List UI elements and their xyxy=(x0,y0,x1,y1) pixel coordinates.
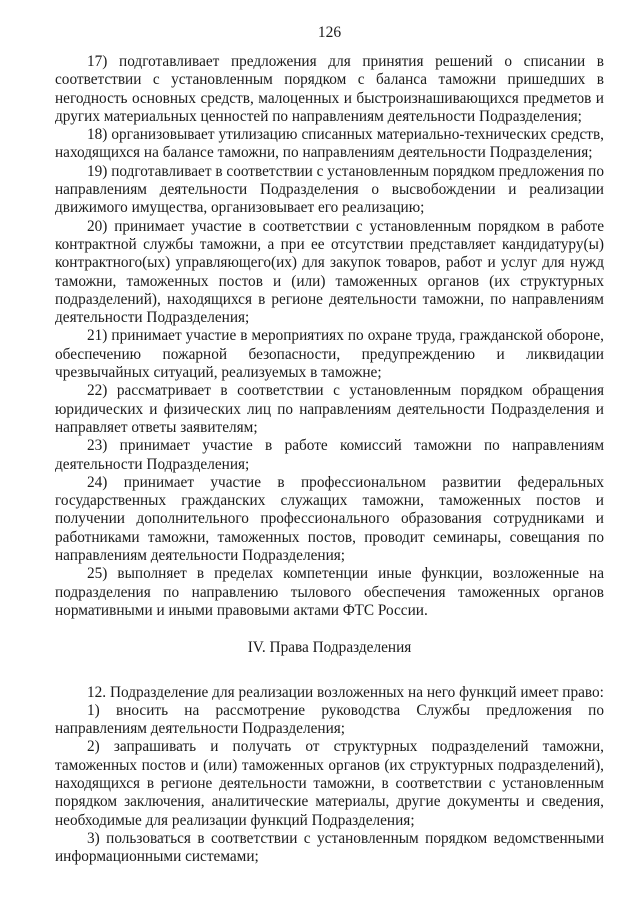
page-number: 126 xyxy=(317,24,342,41)
list-item-17: 17) подготавливает предложения для принятия решений о списании в соответствии с установленным порядком с баланса таможни пришедших в негодность основных средств, малоценных и быстроизнашивающихся предметов и других материальных ценностей по направлениям деятельности Подразделения; xyxy=(55,53,604,125)
list-item-21: 21) принимает участие в мероприятиях по охране труда, гражданской обороне, обеспечению пожарной безопасности, предупреждению и ликвидации чрезвычайных ситуаций, реализуемых в таможне; xyxy=(55,327,604,382)
list-item-24: 24) принимает участие в профессиональном развитии федеральных государственных гражданских служащих таможни, таможенных постов и получении дополнительного профессионального образования сотрудниками и работниками таможни, таможенных постов, проводит семинары, совещания по направлениям деятельности Подразделения; xyxy=(55,473,604,565)
list-item-19: 19) подготавливает в соответствии с установленным порядком предложения по направлениям деятельности Подразделения о высвобождении и реализации движимого имущества, организовывает его реализацию; xyxy=(55,162,604,217)
list-item-25: 25) выполняет в пределах компетенции иные функции, возложенные на подразделения по направлению тылового обеспечения таможенных органов нормативными и иными правовыми актами ФТС России. xyxy=(55,565,604,619)
right-item-1: 1) вносить на рассмотрение руководства Службы предложения по направлениям деятельности Подразделения; xyxy=(55,701,604,738)
list-item-18: 18) организовывает утилизацию списанных материально-технических средств, находящихся на балансе таможни, по направлениям деятельности Подразделения; xyxy=(55,126,604,162)
list-item-22: 22) рассматривает в соответствии с установленным порядком обращения юридических и физических лиц по направлениям деятельности Подразделения и направляет ответы заявителям; xyxy=(55,382,604,436)
list-item-20: 20) принимает участие в соответствии с установленным порядком в работе контрактной службы таможни, а при ее отсутствии представляет кандидатуру(ы) контрактного(ых) управляющего(их) для закупок товаров, работ и услуг для нужд таможни, таможенных постов и (или) таможенных органов (их структурных подразделений), находящихся в регионе деятельности таможни, по направлениям деятельности Подразделения; xyxy=(55,217,604,327)
section-title: IV. Права Подразделения xyxy=(247,639,412,657)
right-item-2: 2) запрашивать и получать от структурных подразделений таможни, таможенных постов и (или) таможенных органов (их структурных подразделений), находящихся в регионе деятельности таможни, в соответствии с установленным порядком заключения, аналитические материалы, другие документы и сведения, необходимые для реализации функций Подразделения; xyxy=(55,738,604,829)
list-item-23: 23) принимает участие в работе комиссий таможни по направлениям деятельности Подразделения; xyxy=(55,437,604,473)
clause-12: 12. Подразделение для реализации возложенных на него функций имеет право: xyxy=(87,683,604,701)
right-item-3: 3) пользоваться в соответствии с установленным порядком ведомственными информационными системами; xyxy=(55,829,604,866)
